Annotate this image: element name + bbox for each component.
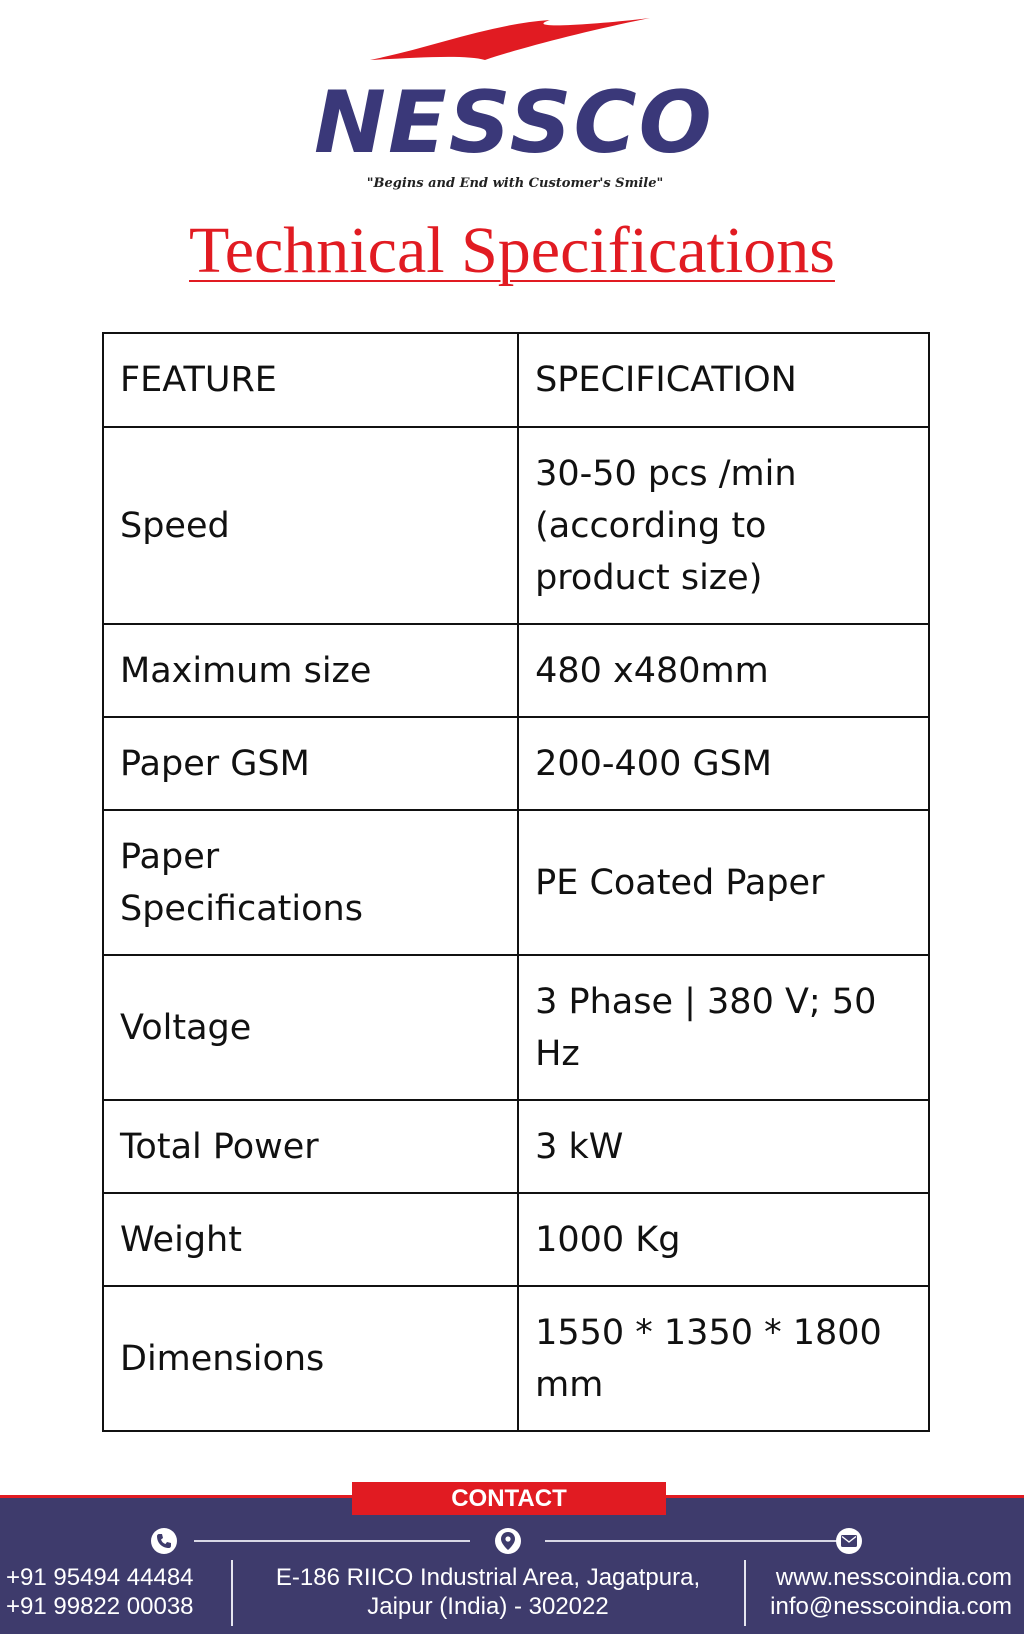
phone-number[interactable]: +91 99822 00038	[6, 1593, 194, 1620]
feature-cell: Total Power	[103, 1100, 518, 1193]
page-title: Technical Specifications	[189, 214, 835, 287]
website-link[interactable]: www.nesscoindia.com	[775, 1564, 1012, 1591]
table-header-row	[103, 333, 929, 427]
divider	[744, 1560, 746, 1626]
email-link[interactable]: info@nesscoindia.com	[770, 1593, 1012, 1620]
table-row	[103, 1193, 929, 1286]
table-row	[103, 717, 929, 810]
brand-name: NESSCO	[314, 73, 714, 173]
specification-cell: 3 kW	[518, 1100, 929, 1193]
address-line: Jaipur (India) - 302022	[367, 1593, 609, 1620]
header-specification: SPECIFICATION	[518, 333, 929, 427]
contact-connector	[545, 1540, 845, 1542]
specification-cell: 30-50 pcs /min (according to product size)	[518, 427, 929, 624]
table-row	[103, 427, 929, 624]
feature-cell: Weight	[103, 1193, 518, 1286]
specification-cell: 1550 * 1350 * 1800 mm	[518, 1286, 929, 1431]
contact-label: CONTACT	[352, 1482, 666, 1515]
table-row	[103, 955, 929, 1100]
phone-icon	[151, 1528, 177, 1554]
specification-cell: 3 Phase | 380 V; 50 Hz	[518, 955, 929, 1100]
table-row	[103, 1286, 929, 1431]
specification-cell: 200-400 GSM	[518, 717, 929, 810]
location-icon	[495, 1528, 521, 1554]
feature-cell: Paper GSM	[103, 717, 518, 810]
address-line: E-186 RIICO Industrial Area, Jagatpura,	[275, 1564, 701, 1591]
contact-connector	[194, 1540, 470, 1542]
feature-cell: Maximum size	[103, 624, 518, 717]
feature-cell: Voltage	[103, 955, 518, 1100]
specification-cell: 480 x480mm	[518, 624, 929, 717]
brand-tagline: "Begins and End with Customer's Smile"	[366, 176, 664, 191]
feature-cell: Paper Specifications	[103, 810, 518, 955]
email-icon	[836, 1528, 862, 1554]
table-row	[103, 624, 929, 717]
feature-cell: Dimensions	[103, 1286, 518, 1431]
table-row	[103, 1100, 929, 1193]
brand-logo	[300, 18, 720, 191]
header-feature: FEATURE	[103, 333, 518, 427]
specification-cell: 1000 Kg	[518, 1193, 929, 1286]
logo-swoosh-icon	[370, 18, 650, 68]
spec-table	[102, 332, 930, 1432]
table-row	[103, 810, 929, 955]
specification-cell: PE Coated Paper	[518, 810, 929, 955]
feature-cell: Speed	[103, 427, 518, 624]
phone-number[interactable]: +91 95494 44484	[6, 1564, 194, 1591]
